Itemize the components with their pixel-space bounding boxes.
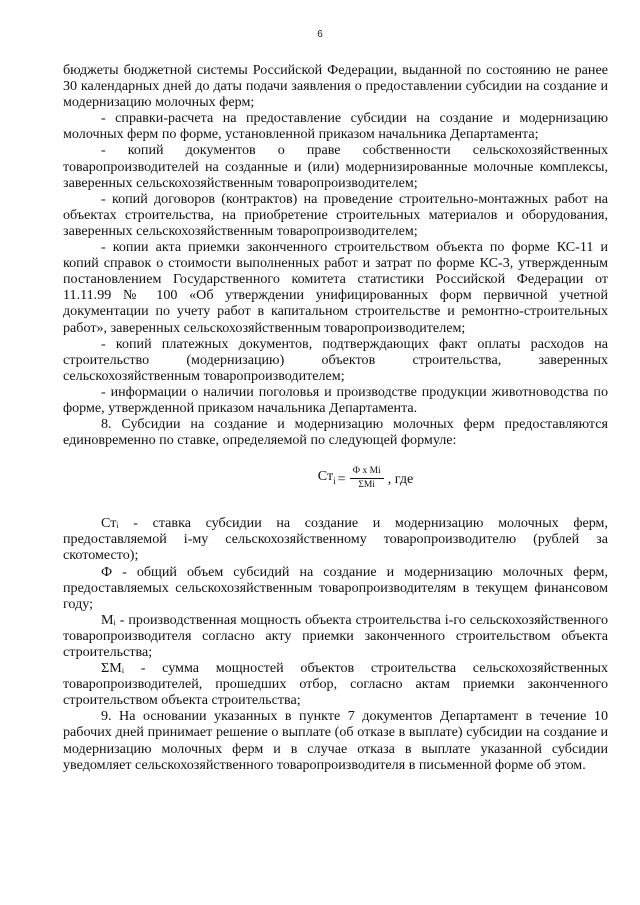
paragraph: - информации о наличии поголовья и производстве продукции животноводства по форме, утвержденной приказом начальника Департамента. [63,383,608,416]
paragraph: Стᵢ - ставка субсидии на создание и модернизацию молочных ферм, предоставляемой i-му сельскохозяйственному товаропроизводителю (рублей за скотоместо); [63,515,608,564]
paragraph: бюджеты бюджетной системы Российской Федерации, выданной по состоянию не ранее 30 календарных дней до даты подачи заявления о предоставлении субсидии на создание и модернизацию молочных ферм; [63,62,608,111]
formula-numerator: Ф х Mi [350,466,384,479]
page-number: 6 [317,29,323,40]
formula-lhs: $Ст_i$ [317,468,336,487]
paragraph: Ф - общий объем субсидий на создание и модернизацию молочных ферм, предоставляемых сельскохозяйственным товаропроизводителям в текущем финансовом году; [63,563,608,612]
paragraph: - справки-расчета на предоставление субсидии на создание и модернизацию молочных ферм по форме, установленной приказом начальника Департамента; [63,110,608,143]
formula-lhs-subscript: i [333,476,336,487]
paragraph: - копии акта приемки законченного строительством объекта по форме КС-11 и копий справок о стоимости выполненных работ и затрат по форме КС-3, утвержденным постановлением Государственного комитета статистики Российской Федерации от 11.11.99 № 100 «Об утверждении унифицированных форм первичной учетной документации по учету работ в капитальном строительстве и ремонтно-строительных работ», заверенных сельскохозяйственным товаропроизводителем; [63,239,608,336]
paragraph: 9. На основании указанных в пункте 7 документов Департамент в течение 10 рабочих дней принимает решение о выплате (об отказе в выплате) субсидии на создание и модернизацию молочных ферм и в случае отказа в выплате указанной субсидии уведомляет сельскохозяйственного товаропроизводителя в письменной форме об этом. [63,708,608,773]
formula-denominator: ΣMi [358,480,375,491]
paragraphs-after-formula [63,515,608,773]
paragraph: Mᵢ - производственная мощность объекта строительства i-го сельскохозяйственного товаропроизводителя согласно акту приемки законченного строительством объекта строительства; [63,611,608,660]
subsidy-rate-formula [123,466,608,491]
formula-fraction [350,466,384,491]
formula-suffix: , где [387,470,414,487]
paragraph: - копий платежных документов, подтверждающих факт оплаты расходов на строительство (модернизацию) объектов строительства, заверенных сельскохозяйственным товаропроизводителем; [63,335,608,384]
paragraph: - копий договоров (контрактов) на проведение строительно-монтажных работ на объектах строительства, на приобретение строительных материалов и оборудования, заверенных сельскохозяйственным товаропроизводителем; [63,190,608,239]
paragraph: ΣMᵢ - сумма мощностей объектов строительства сельскохозяйственных товаропроизводителей, прошедших отбор, согласно актам приемки законченного строительством объекта строительства; [63,660,608,709]
paragraph: 8. Субсидии на создание и модернизацию молочных ферм предоставляются единовременно по ставке, определяемой по следующей формуле: [63,416,608,449]
formula-equals: = [337,470,346,487]
document-body [63,62,608,773]
paragraph: - копий документов о праве собственности сельскохозяйственных товаропроизводителей на созданные и (или) модернизированные молочные комплексы, заверенных сельскохозяйственным товаропроизводителем; [63,142,608,191]
paragraphs-before-formula [63,62,608,448]
